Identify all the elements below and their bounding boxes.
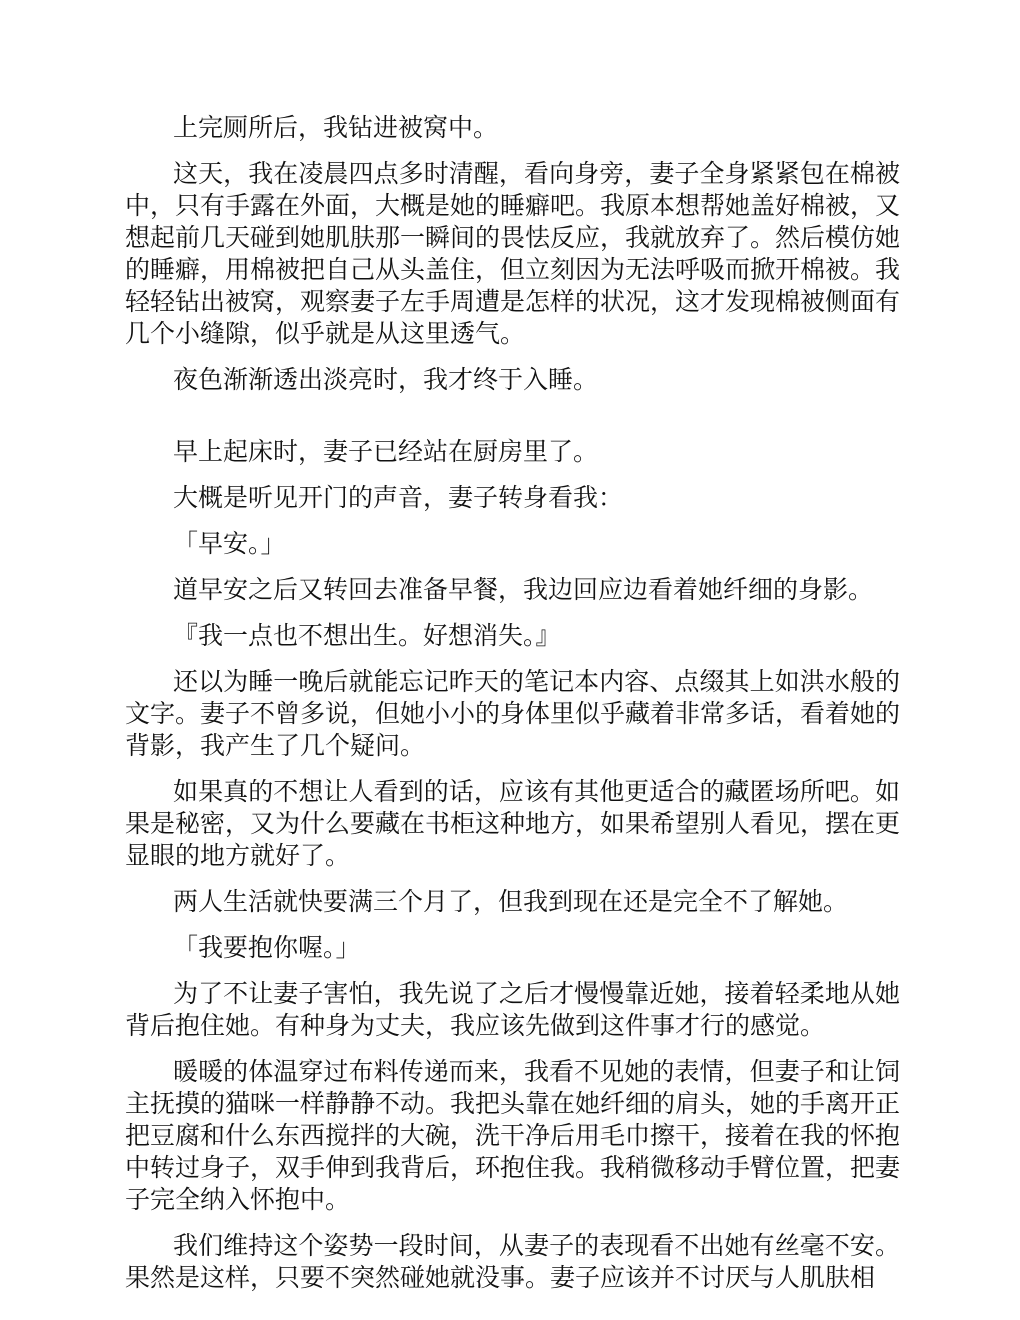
- paragraph: 早上起床时，妻子已经站在厨房里了。: [173, 437, 599, 466]
- paragraph: 如果真的不想让人看到的话，应该有其他更适合的藏匿场所吧。如果是秘密，又为什么要藏在书柜这种地方，如果希望别人看见，摆在更显眼的地方就好了。: [125, 777, 901, 870]
- paragraph: 道早安之后又转回去准备早餐，我边回应边看着她纤细的身影。: [173, 575, 874, 604]
- paragraph: 暖暖的体温穿过布料传递而来，我看不见她的表情，但妻子和让饲主抚摸的猫咪一样静静不动。我把头靠在她纤细的肩头，她的手离开正把豆腐和什么东西搅拌的大碗，洗干净后用毛巾擦干，接着在我的怀抱中转过身子，双手伸到我背后，环抱住我。我稍微移动手臂位置，把妻子完全纳入怀抱中。: [125, 1057, 901, 1214]
- dialogue-line: 「早安。」: [173, 529, 286, 558]
- text-body: [125, 112, 900, 1308]
- paragraph: 我们维持这个姿势一段时间，从妻子的表现看不出她有丝毫不安。果然是这样，只要不突然碰她就没事。妻子应该并不讨厌与人肌肤相: [125, 1231, 900, 1292]
- paragraph: 这天，我在凌晨四点多时清醒，看向身旁，妻子全身紧紧包在棉被中，只有手露在外面，大概是她的睡癖吧。我原本想帮她盖好棉被，又想起前几天碰到她肌肤那一瞬间的畏怯反应，我就放弃了。然后模仿她的睡癖，用棉被把自己从头盖住，但立刻因为无法呼吸而掀开棉被。我轻轻钻出被窝，观察妻子左手周遭是怎样的状况，这才发现棉被侧面有几个小缝隙，似乎就是从这里透气。: [125, 159, 901, 348]
- paragraph: 夜色渐渐透出淡亮时，我才终于入睡。: [173, 365, 599, 394]
- paragraph: 为了不让妻子害怕，我先说了之后才慢慢靠近她，接着轻柔地从她背后抱住她。有种身为丈夫，我应该先做到这件事才行的感觉。: [125, 979, 900, 1040]
- dialogue-line: 「我要抱你喔。」: [173, 933, 361, 962]
- paragraph: 上完厕所后，我钻进被窝中。: [173, 113, 499, 142]
- quoted-note: 『我一点也不想出生。好想消失。』: [173, 621, 561, 650]
- paragraph: 大概是听见开门的声音，妻子转身看我：: [173, 483, 624, 512]
- paragraph: 两人生活就快要满三个月了，但我到现在还是完全不了解她。: [173, 887, 849, 916]
- paragraph: 还以为睡一晚后就能忘记昨天的笔记本内容、点缀其上如洪水般的文字。妻子不曾多说，但她小小的身体里似乎藏着非常多话，看着她的背影，我产生了几个疑问。: [125, 667, 901, 760]
